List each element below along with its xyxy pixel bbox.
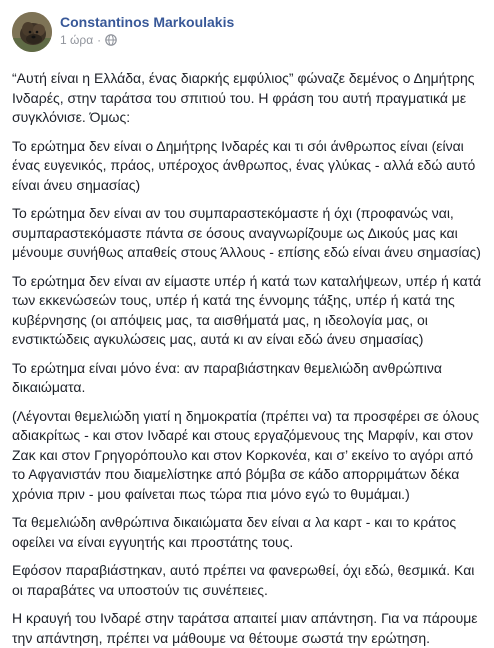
- post-meta: [60, 12, 234, 48]
- avatar-dog-image: [12, 12, 52, 52]
- globe-icon[interactable]: [105, 34, 117, 46]
- post-subline: [60, 32, 234, 48]
- post-body: [12, 69, 482, 648]
- post-paragraph: (Λέγονται θεμελιώδη γιατί η δημοκρατία (πρέπει να) τα προσφέρει σε όλους αδιακρίτως - και στον Ινδαρέ και στους εργαζόμενους της Μαρφίν, και στον Ζακ και στον Γρηγορόπουλο και στον Κορκονέα, και σ’ εκείνο το αγόρι από το Αφγανιστάν που διαμελίστηκε από βόμβα σε κάδο απορριμάτων δέκα χρόνια πριν - μου φαίνεται πως τώρα πια μόνο εγώ το θυμάμαι.): [12, 407, 480, 502]
- post-timestamp[interactable]: 1 ώρα: [60, 33, 94, 47]
- meta-separator: ·: [97, 33, 102, 47]
- author-name-link[interactable]: Constantinos Markoulakis: [60, 14, 235, 30]
- post-paragraph: Το ερώτημα δεν είναι ο Δημήτρης Ινδαρές και τι σόι άνθρωπος είναι (είναι ένας ευγενικός, πράος, υπέροχος άνθρωπος, ένας γλύκας - αλλά εδώ αυτό είναι άνευ σημασίας): [12, 137, 476, 193]
- post-paragraph: “Αυτή είναι η Ελλάδα, ένας διαρκής εμφύλιος” φώναζε δεμένος ο Δημήτρης Ινδαρές, στην ταράτσα του σπιτιού του. Η φράση του αυτή πραγματικά με συγκλόνισε. Όμως:: [12, 70, 475, 125]
- post-paragraph: Το ερώτημα είναι μόνο ένα: αν παραβιάστηκαν θεμελιώδη ανθρώπινα δικαιώματα.: [12, 359, 442, 395]
- post-paragraph: Εφόσον παραβιάστηκαν, αυτό πρέπει να φανερωθεί, όχι εδώ, θεσμικά. Και οι παραβάτες να υποστούν τις συνέπειες.: [12, 562, 475, 598]
- post-paragraph: Η κραυγή του Ινδαρέ στην ταράτσα απαιτεί μιαν απάντηση. Για να πάρουμε την απάντηση, πρέπει να μάθουμε να θέτουμε σωστά την ερώτηση.: [12, 610, 478, 646]
- post-paragraph: Το ερώτημα δεν είναι αν του συμπαραστεκόμαστε ή όχι (προφανώς ναι, συμπαραστεκόμαστε πάντα σε όσους αναγνωρίζουμε ως Δικούς μας και μένουμε συνήθως απαθείς στους Άλλους - επίσης εδώ είναι άνευ σημασίας): [12, 205, 481, 260]
- author-avatar[interactable]: [12, 12, 52, 52]
- post-header: [12, 12, 482, 52]
- post-paragraph: Τα θεμελιώδη ανθρώπινα δικαιώματα δεν είναι α λα καρτ - και το κράτος οφείλει να είναι εγγυητής και προστάτης τους.: [12, 514, 457, 550]
- post-paragraph: Το ερώτημα δεν είναι αν είμαστε υπέρ ή κατά των καταλήψεων, υπέρ ή κατά των εκκενώσεών τους, υπέρ ή κατά της έννομης τάξης, υπέρ ή κατά της κυβέρνησης (οι απόψεις μας, τα αισθήματά μας, η ιδεολογία μας, οι ενστικτώδεις αγκυλώσεις μας, αυτά κι αν είναι εδώ άνευ σημασίας): [12, 272, 482, 347]
